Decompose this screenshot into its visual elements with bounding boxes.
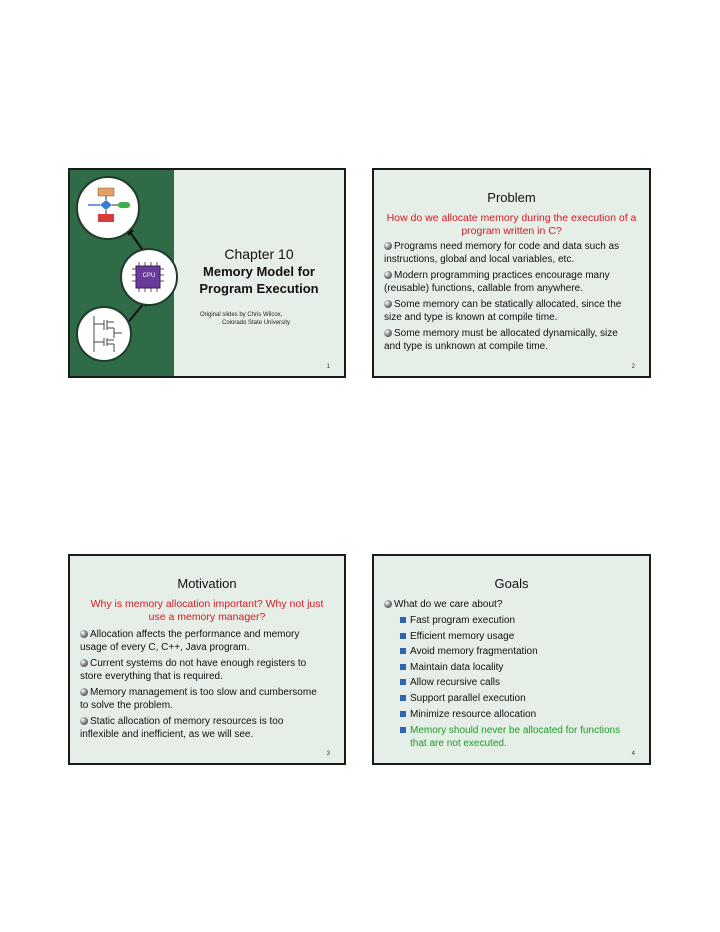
slide-3-title: Motivation (177, 576, 237, 591)
goal-item: Minimize resource allocation (400, 707, 620, 723)
bullet-icon (384, 300, 392, 308)
bullet-icon (80, 688, 88, 696)
transistor-circuit-icon (76, 306, 132, 362)
goal-item: Support parallel execution (400, 691, 620, 707)
goal-item: Allow recursive calls (400, 675, 620, 691)
square-bullet-icon (400, 711, 406, 717)
bullet-item: Modern programming practices encourage many (reusable) functions, callable from anywhere. (384, 270, 610, 294)
cpu-label: CPU (142, 273, 156, 279)
slide-1-title-line-2: Program Execution (199, 281, 319, 296)
flowchart-icon (76, 176, 140, 240)
bullet-item: Some memory must be allocated dynamically, size and type is unknown at compile time. (384, 328, 618, 352)
slide-2-question-line-1: How do we allocate memory during the execution of a (386, 212, 637, 224)
bullet-icon (384, 329, 392, 337)
bullet-item: Static allocation of memory resources is too inflexible and inefficient, as we will see. (80, 716, 284, 740)
bullet-icon (80, 630, 88, 638)
bullet-item: Programs need memory for code and data such as instructions, global and local variables, etc. (384, 241, 620, 265)
slide-4-goal-list (400, 613, 620, 750)
chapter-label: Chapter 10 (224, 246, 294, 262)
slide-number: 4 (631, 751, 635, 757)
slide-number: 3 (326, 751, 330, 757)
slide-number: 2 (631, 364, 635, 370)
bullet-icon (384, 600, 392, 608)
slide-4-intro: What do we care about? (384, 598, 502, 611)
square-bullet-icon (400, 617, 406, 623)
bullet-item: Current systems do not have enough registers to store everything that is required. (80, 658, 307, 682)
bullet-icon (80, 659, 88, 667)
slide-2 (372, 168, 651, 378)
square-bullet-icon (400, 727, 406, 733)
slide-4 (372, 554, 651, 765)
goal-highlight: Memory should never be allocated for functions that are not executed. (400, 724, 620, 750)
bullet-item: Some memory can be statically allocated, since the size and type is known at compile time. (384, 299, 622, 323)
square-bullet-icon (400, 679, 406, 685)
square-bullet-icon (400, 648, 406, 654)
slide-2-title: Problem (487, 190, 536, 205)
slide-2-bullets (384, 240, 643, 356)
slide-3-question-line-1: Why is memory allocation important? Why not just (90, 598, 324, 610)
bullet-icon (384, 242, 392, 250)
square-bullet-icon (400, 633, 406, 639)
goal-item: Maintain data locality (400, 660, 620, 676)
slide-2-question (378, 212, 645, 238)
slide-1 (68, 168, 346, 378)
bullet-item: Allocation affects the performance and memory usage of every C, C++, Java program. (80, 629, 300, 653)
goal-item: Fast program execution (400, 613, 620, 629)
slide-3 (68, 554, 346, 765)
goal-item: Avoid memory fragmentation (400, 644, 620, 660)
credit-line-2: Colorado State University (222, 320, 291, 326)
slide-3-question (74, 598, 340, 624)
goal-item: Efficient memory usage (400, 629, 620, 645)
bullet-item: Memory management is too slow and cumbersome to solve the problem. (80, 687, 317, 711)
credit-line-1: Original slides by Chris Wilcox, (200, 312, 283, 318)
slide-1-title-line-1: Memory Model for (203, 264, 315, 279)
slide-number: 1 (326, 364, 330, 370)
bullet-icon (384, 271, 392, 279)
bullet-icon (80, 717, 88, 725)
slide-4-title: Goals (494, 576, 529, 591)
square-bullet-icon (400, 695, 406, 701)
slide-3-question-line-2: use a memory manager? (148, 611, 266, 623)
slide-2-question-line-2: program written in C? (461, 225, 562, 237)
slide-3-bullets (80, 628, 338, 744)
square-bullet-icon (400, 664, 406, 670)
